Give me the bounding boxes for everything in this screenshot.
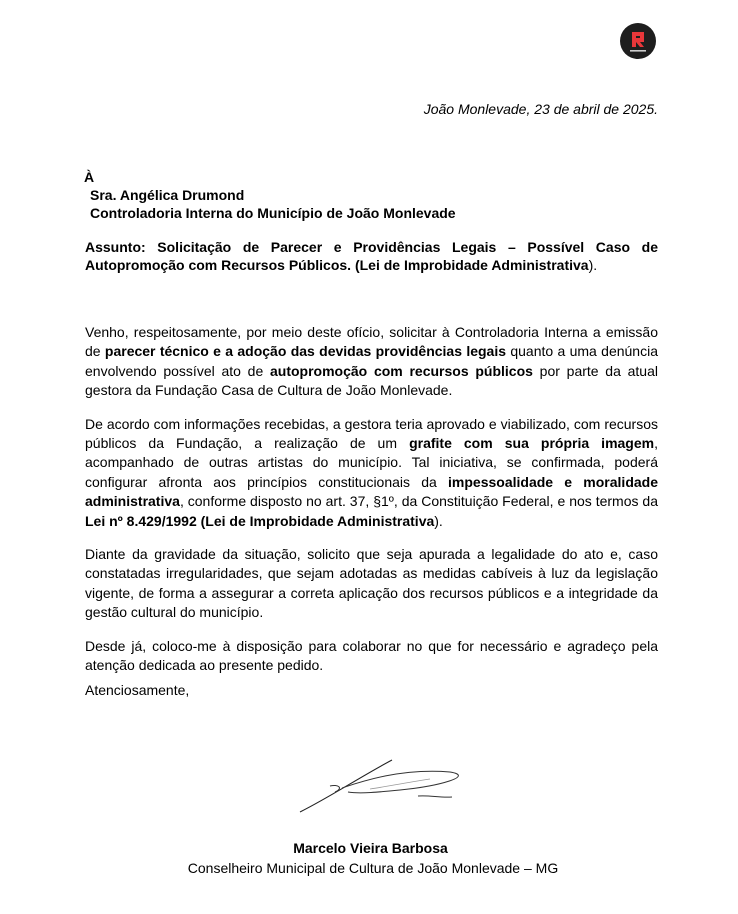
subject-tail: ). — [588, 257, 598, 273]
paragraph-text: por parte da atual gestora da Fundação Casa de Cultura de João Monlevade. — [85, 362, 658, 399]
date-line: João Monlevade, 23 de abril de 2025. — [423, 101, 658, 117]
signature-icon — [290, 752, 470, 822]
paragraph-text: , conforme disposto no art. 37, §1º, da Constituição Federal, e nos termos da — [179, 493, 658, 510]
signer-role: Conselheiro Municipal de Cultura de João Monlevade – MG — [187, 860, 559, 876]
subject-bold: Assunto: Solicitação de Parecer e Providências Legais – Possível Caso de Autopromoção com Recursos Públicos. (Lei de Improbidade Administrativa — [85, 239, 658, 273]
paragraph-text: ). — [434, 512, 443, 529]
paragraph-text: quanto a uma denúncia envolvendo possível ato de — [85, 343, 658, 379]
emphasis-text: autopromoção com recursos públicos — [269, 362, 533, 379]
signer-name: Marcelo Vieira Barbosa — [293, 840, 448, 856]
body-paragraph — [85, 545, 658, 623]
body-paragraph — [85, 637, 658, 676]
signer-block — [0, 838, 738, 878]
paragraph-text: De acordo com informações recebidas, a gestora teria aprovado e viabilizado, com recursos públicos da Fundação, a realização de um — [85, 415, 658, 452]
emphasis-text: Lei nº 8.429/1992 (Lei de Improbidade Administrativa — [85, 512, 435, 529]
recipient-block — [85, 168, 456, 222]
brand-logo-icon — [620, 23, 656, 59]
emphasis-text: impessoalidade e moralidade administrativa — [85, 473, 658, 510]
paragraph-text: Desde já, coloco-me à disposição para colaborar no que for necessário e agradeço pela atenção dedicada ao presente pedido. — [85, 637, 658, 674]
recipient-name: Sra. Angélica Drumond — [90, 187, 245, 203]
body-paragraph — [85, 323, 658, 401]
paragraph-text: Venho, respeitosamente, por meio deste ofício, solicitar à Controladoria Interna a emissão de — [85, 324, 658, 360]
paragraph-text: Diante da gravidade da situação, solicito que seja apurada a legalidade do ato e, caso constatadas irregularidades, que sejam adotadas as medidas cabíveis à luz da legislação vigente, de forma a assegurar a correta aplicação dos recursos públicos e a integridade da gestão cultural do município. — [85, 546, 658, 621]
subject-line — [85, 238, 658, 274]
letter-body — [85, 323, 658, 690]
recipient-to: À — [84, 169, 95, 185]
logo-caption — [630, 50, 646, 52]
emphasis-text: parecer técnico e a adoção das devidas providências legais — [104, 343, 507, 360]
paragraph-text: , acompanhado de outras artistas do município. Tal iniciativa, se confirmada, poderá configurar afronta aos princípios constitucionais da — [85, 435, 658, 490]
body-paragraph — [85, 415, 658, 531]
emphasis-text: grafite com sua própria imagem — [409, 435, 655, 452]
recipient-organization: Controladoria Interna do Município de João Monlevade — [90, 205, 456, 221]
closing-salutation: Atenciosamente, — [85, 682, 190, 698]
brand-logo — [620, 23, 656, 59]
